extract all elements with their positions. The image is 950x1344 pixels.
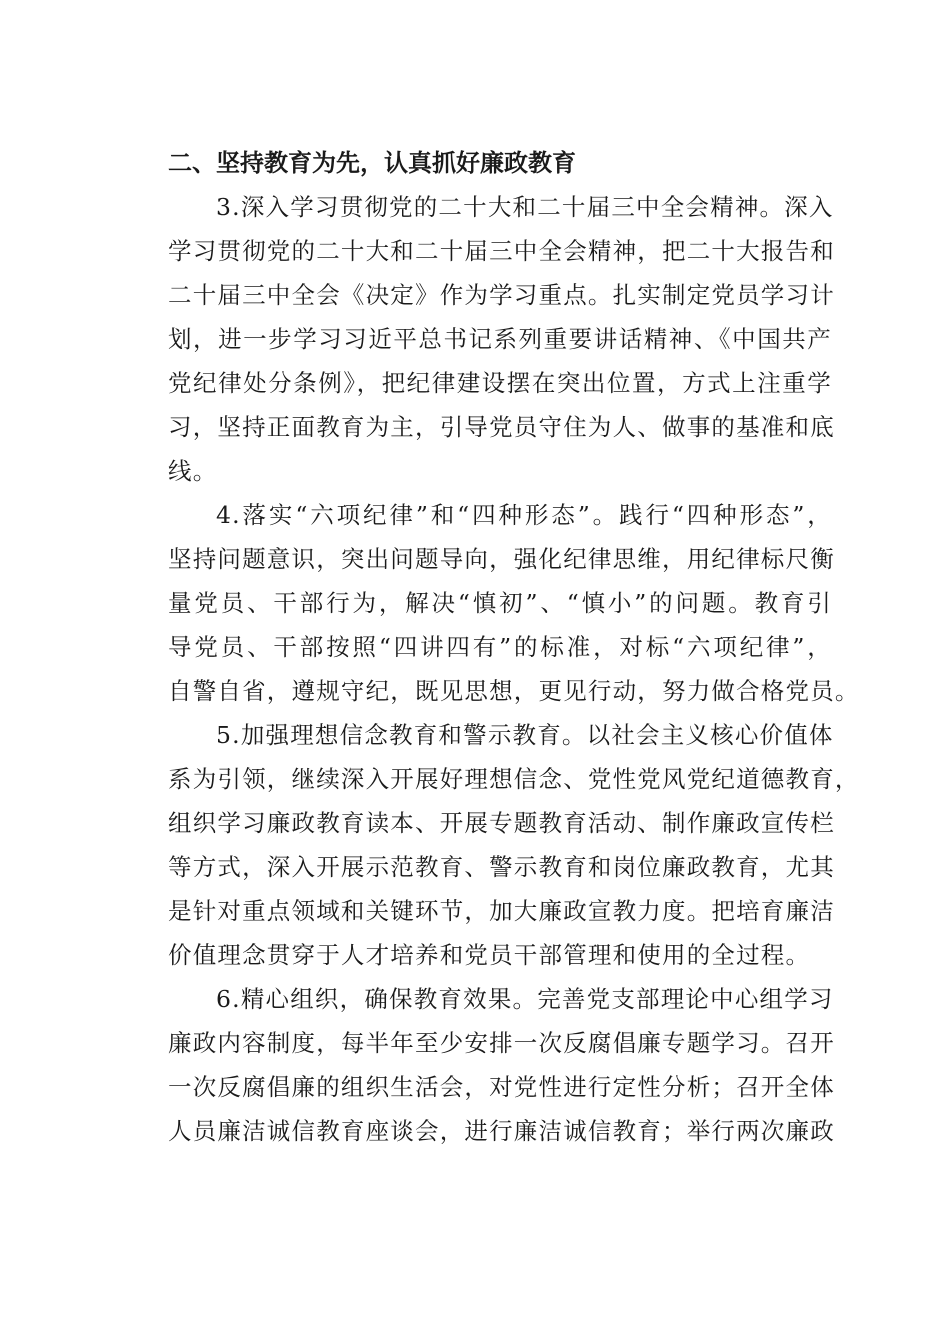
paragraph-line: 是针对重点领域和关键环节，加大廉政宣教力度。把培育廉洁 [168, 897, 835, 925]
section-heading: 二、坚持教育为先，认真抓好廉政教育 [168, 149, 576, 177]
paragraph-line: 线。 [168, 457, 218, 485]
paragraph-line: 等方式，深入开展示范教育、警示教育和岗位廉政教育，尤其 [168, 853, 835, 881]
paragraph-line: 自警自省，遵规守纪，既见思想，更见行动，努力做合格党员。 [168, 677, 860, 705]
paragraph-line: 坚持问题意识，突出问题导向，强化纪律思维，用纪律标尺衡 [168, 545, 835, 573]
paragraph-line: 学习贯彻党的二十大和二十届三中全会精神，把二十大报告和 [168, 237, 835, 265]
paragraph-3 [120, 185, 835, 493]
document-body [120, 141, 860, 1153]
paragraph-line: 习，坚持正面教育为主，引导党员守住为人、做事的基准和底 [168, 413, 835, 441]
paragraph-line: 组织学习廉政教育读本、开展专题教育活动、制作廉政宣传栏 [168, 809, 835, 837]
paragraph-line: 量党员、干部行为，解决“慎初”、“慎小”的问题。教育引 [168, 589, 832, 617]
paragraph-line: 党纪律处分条例》，把纪律建设摆在突出位置，方式上注重学 [168, 369, 832, 397]
paragraph-line: 划，进一步学习习近平总书记系列重要讲话精神、《中国共产 [168, 325, 832, 353]
paragraph-line: 廉政内容制度，每半年至少安排一次反腐倡廉专题学习。召开 [168, 1029, 835, 1057]
paragraph-line: 导党员、干部按照“四讲四有”的标准，对标“六项纪律”， [168, 633, 832, 661]
paragraph-line: 3.深入学习贯彻党的二十大和二十届三中全会精神。深入 [216, 193, 834, 221]
paragraph-5 [120, 713, 860, 977]
paragraph-line: 二十届三中全会《决定》作为学习重点。扎实制定党员学习计 [168, 281, 835, 309]
paragraph-line: 人员廉洁诚信教育座谈会，进行廉洁诚信教育；举行两次廉政 [168, 1117, 835, 1145]
paragraph-line: 6.精心组织，确保教育效果。完善党支部理论中心组学习 [216, 985, 834, 1013]
paragraph-6 [120, 977, 835, 1153]
paragraph-4 [120, 493, 860, 713]
paragraph-line: 系为引领，继续深入开展好理想信念、党性党风党纪道德教育， [168, 765, 860, 793]
paragraph-line: 5.加强理想信念教育和警示教育。以社会主义核心价值体 [216, 721, 834, 749]
paragraph-line: 一次反腐倡廉的组织生活会，对党性进行定性分析；召开全体 [168, 1073, 835, 1101]
paragraph-line: 4.落实“六项纪律”和“四种形态”。践行“四种形态”， [216, 501, 832, 529]
paragraph-line: 价值理念贯穿于人才培养和党员干部管理和使用的全过程。 [168, 941, 811, 969]
